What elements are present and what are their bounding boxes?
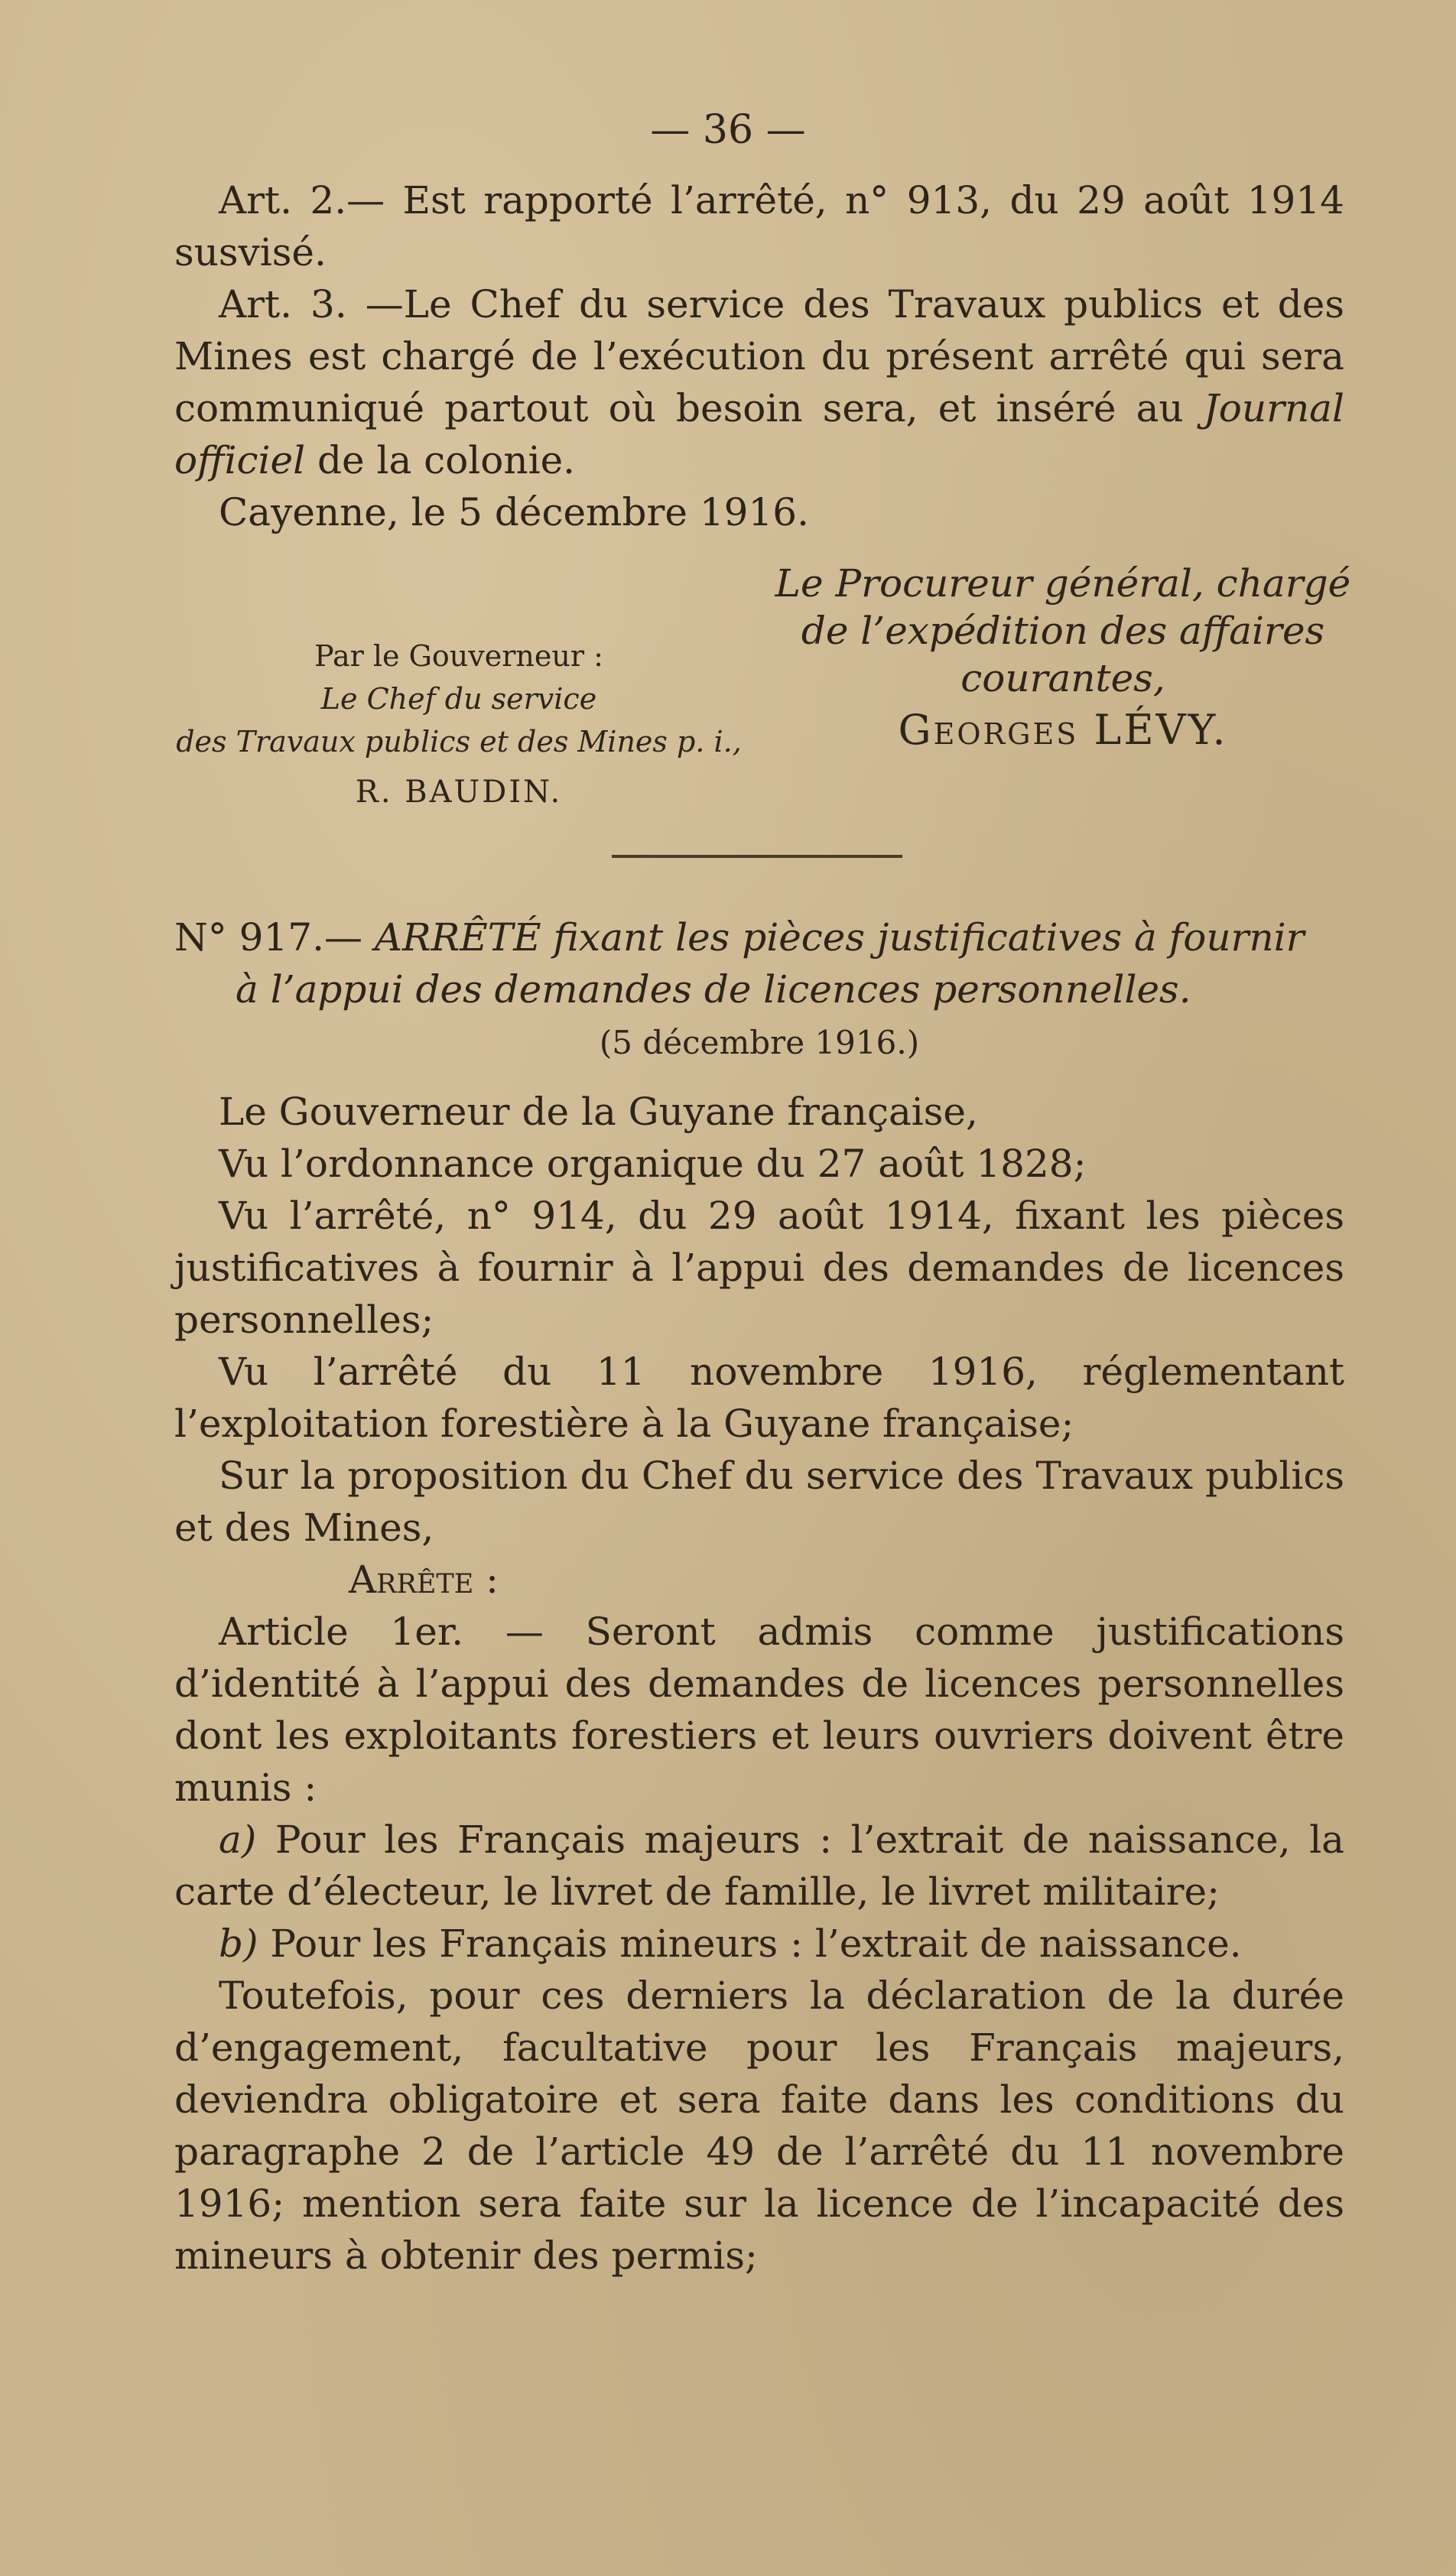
decree-number: N° 917.—	[174, 915, 362, 960]
decree-title-line1	[174, 911, 1344, 963]
signature-left-name: R. BAUDIN.	[355, 775, 563, 810]
decree-title-text-1: ARRÊTÉ fixant les pièces justificatives à fournir	[374, 915, 1305, 960]
decree-title	[174, 911, 1344, 1069]
signature-right-line3: courantes,	[960, 656, 1165, 700]
vu-ordonnance: Vu l’ordonnance organique du 27 août 1828;	[219, 1142, 1087, 1186]
previous-decree-text	[174, 174, 1344, 538]
signature-right-line1: Le Procureur général, chargé	[775, 561, 1351, 606]
journal-officiel: Journal officiel	[174, 386, 1344, 482]
signature-left-line3: des Travaux publics et des Mines p. i.,	[176, 725, 742, 759]
governor-line: Le Gouverneur de la Guyane française,	[219, 1090, 978, 1134]
article-2: Art. 2.— Est rapporté l’arrêté, n° 913, du 29 août 1914 susvisé.	[174, 178, 1344, 274]
page-number: — 36 —	[650, 107, 806, 153]
article-1: Article 1er. — Seront admis comme justifications d’identité à l’appui des demandes de licences personnelles dont les exploitants forestiers et leurs ouvriers doivent être munis :	[174, 1610, 1344, 1810]
item-b-label: b)	[219, 1921, 258, 1966]
item-a-label: a)	[219, 1817, 257, 1862]
decree-body	[174, 1086, 1344, 2282]
signature-right-name: Georges LÉVY.	[898, 706, 1228, 754]
vu-arrete-914: Vu l’arrêté, n° 914, du 29 août 1914, fixant les pièces justificatives à fournir à l’appui des demandes de licences personnelles;	[174, 1194, 1344, 1342]
signature-right-line2: de l’expédition des affaires	[801, 609, 1325, 653]
proposition: Sur la proposition du Chef du service des Travaux publics et des Mines,	[174, 1454, 1344, 1550]
decree-date: (5 décembre 1916.)	[599, 1024, 920, 1061]
signature-left-line1: Par le Gouverneur :	[314, 639, 603, 673]
vu-arrete-novembre: Vu l’arrêté du 11 novembre 1916, réglementant l’exploitation forestière à la Guyane française;	[174, 1350, 1344, 1446]
place-date: Cayenne, le 5 décembre 1916.	[219, 490, 809, 534]
arrete-heading: Arrête :	[349, 1558, 499, 1602]
decree-title-text-2: à l’appui des demandes de licences personnelles.	[236, 967, 1191, 1012]
toutefois-paragraph: Toutefois, pour ces derniers la déclaration de la durée d’engagement, facultative pour les Français majeurs, deviendra obligatoire et sera faite dans les conditions du paragraphe 2 de l’article 49 de l’arrêté du 11 novembre 1916; mention sera faite sur la licence de l’incapacité des mineurs à obtenir des permis;	[174, 1973, 1344, 2278]
article-3: Art. 3. —Le Chef du service des Travaux publics et des Mines est chargé de l’exécution du présent arrêté qui sera communiqué partout où besoin sera, et inséré au Journal officiel de la colonie.	[174, 282, 1344, 482]
signature-left-line2: Le Chef du service	[320, 682, 597, 716]
item-b: b) Pour les Français mineurs : l’extrait de naissance.	[219, 1921, 1242, 1966]
item-a: a) Pour les Français majeurs : l’extrait de naissance, la carte d’électeur, le livret de famille, le livret militaire;	[174, 1817, 1344, 1914]
signature-gouverneur	[161, 635, 757, 814]
separator-rule	[612, 855, 902, 858]
signature-procureur	[726, 560, 1399, 754]
